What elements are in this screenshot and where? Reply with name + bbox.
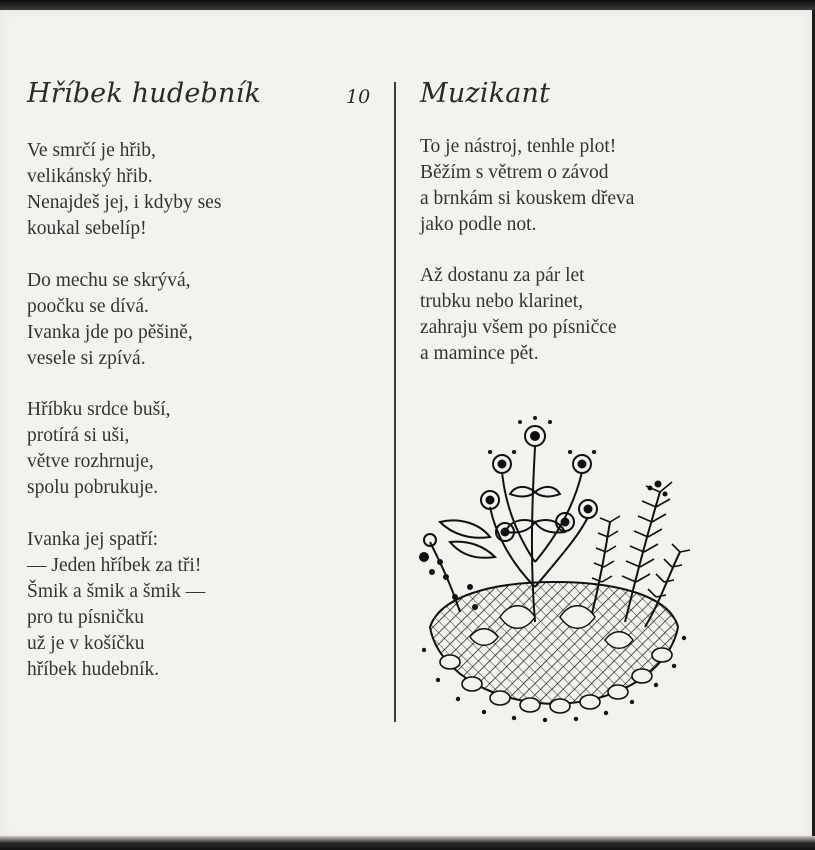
poem-line: spolu pobrukuje. [27,477,159,498]
poem-title-right: Muzikant [420,78,551,109]
poem-line: Do mechu se skrývá, [27,270,191,291]
poem-left-stanza-1 [27,138,221,242]
poem-line: jako podle not. [420,214,537,235]
poem-line: vesele si zpívá. [27,348,146,369]
poem-line: větve rozhrnuje, [27,451,154,472]
book-bottom-edge [0,836,815,850]
poem-left-stanza-2 [27,268,193,372]
poem-line: — Jeden hříbek za tři! [27,555,202,576]
poem-line: a brnkám si kouskem dřeva [420,188,635,209]
poem-line: Běžím s větrem o závod [420,162,609,183]
poem-line: trubku nebo klarinet, [420,291,583,312]
poem-left-stanza-3 [27,397,171,501]
column-divider [394,82,396,722]
book-top-edge [0,0,815,10]
poem-line: Ivanka jej spatří: [27,529,159,550]
poem-right-stanza-2 [420,263,617,367]
poem-right-stanza-1 [420,134,634,238]
poem-left-stanza-4 [27,527,205,683]
page-number: 10 [346,86,371,108]
poem-line: zahraju všem po písničce [420,317,617,338]
poem-line: Až dostanu za pár let [420,265,585,286]
poem-line: To je nástroj, tenhle plot! [420,136,617,157]
folk-flower-basket-icon [410,412,700,724]
poem-line: protírá si uši, [27,425,130,446]
poem-line: Hříbku srdce buší, [27,399,171,420]
poem-line: už je v košíčku [27,633,145,654]
poem-line: Šmik a šmik a šmik — [27,581,206,602]
poem-line: Nenajdeš jej, i kdyby ses [27,192,222,213]
poem-line: hříbek hudebník. [27,659,160,680]
poem-line: Ve smrčí je hřib, [27,140,156,161]
poem-line: Ivanka jde po pěšině, [27,322,193,343]
poem-title-left: Hříbek hudebník [27,78,262,109]
poem-line: pro tu písničku [27,607,144,628]
poem-line: velikánský hřib. [27,166,153,187]
poem-line: poočku se dívá. [27,296,149,317]
poem-line: koukal sebelíp! [27,218,147,239]
poem-line: a mamince pět. [420,343,539,364]
